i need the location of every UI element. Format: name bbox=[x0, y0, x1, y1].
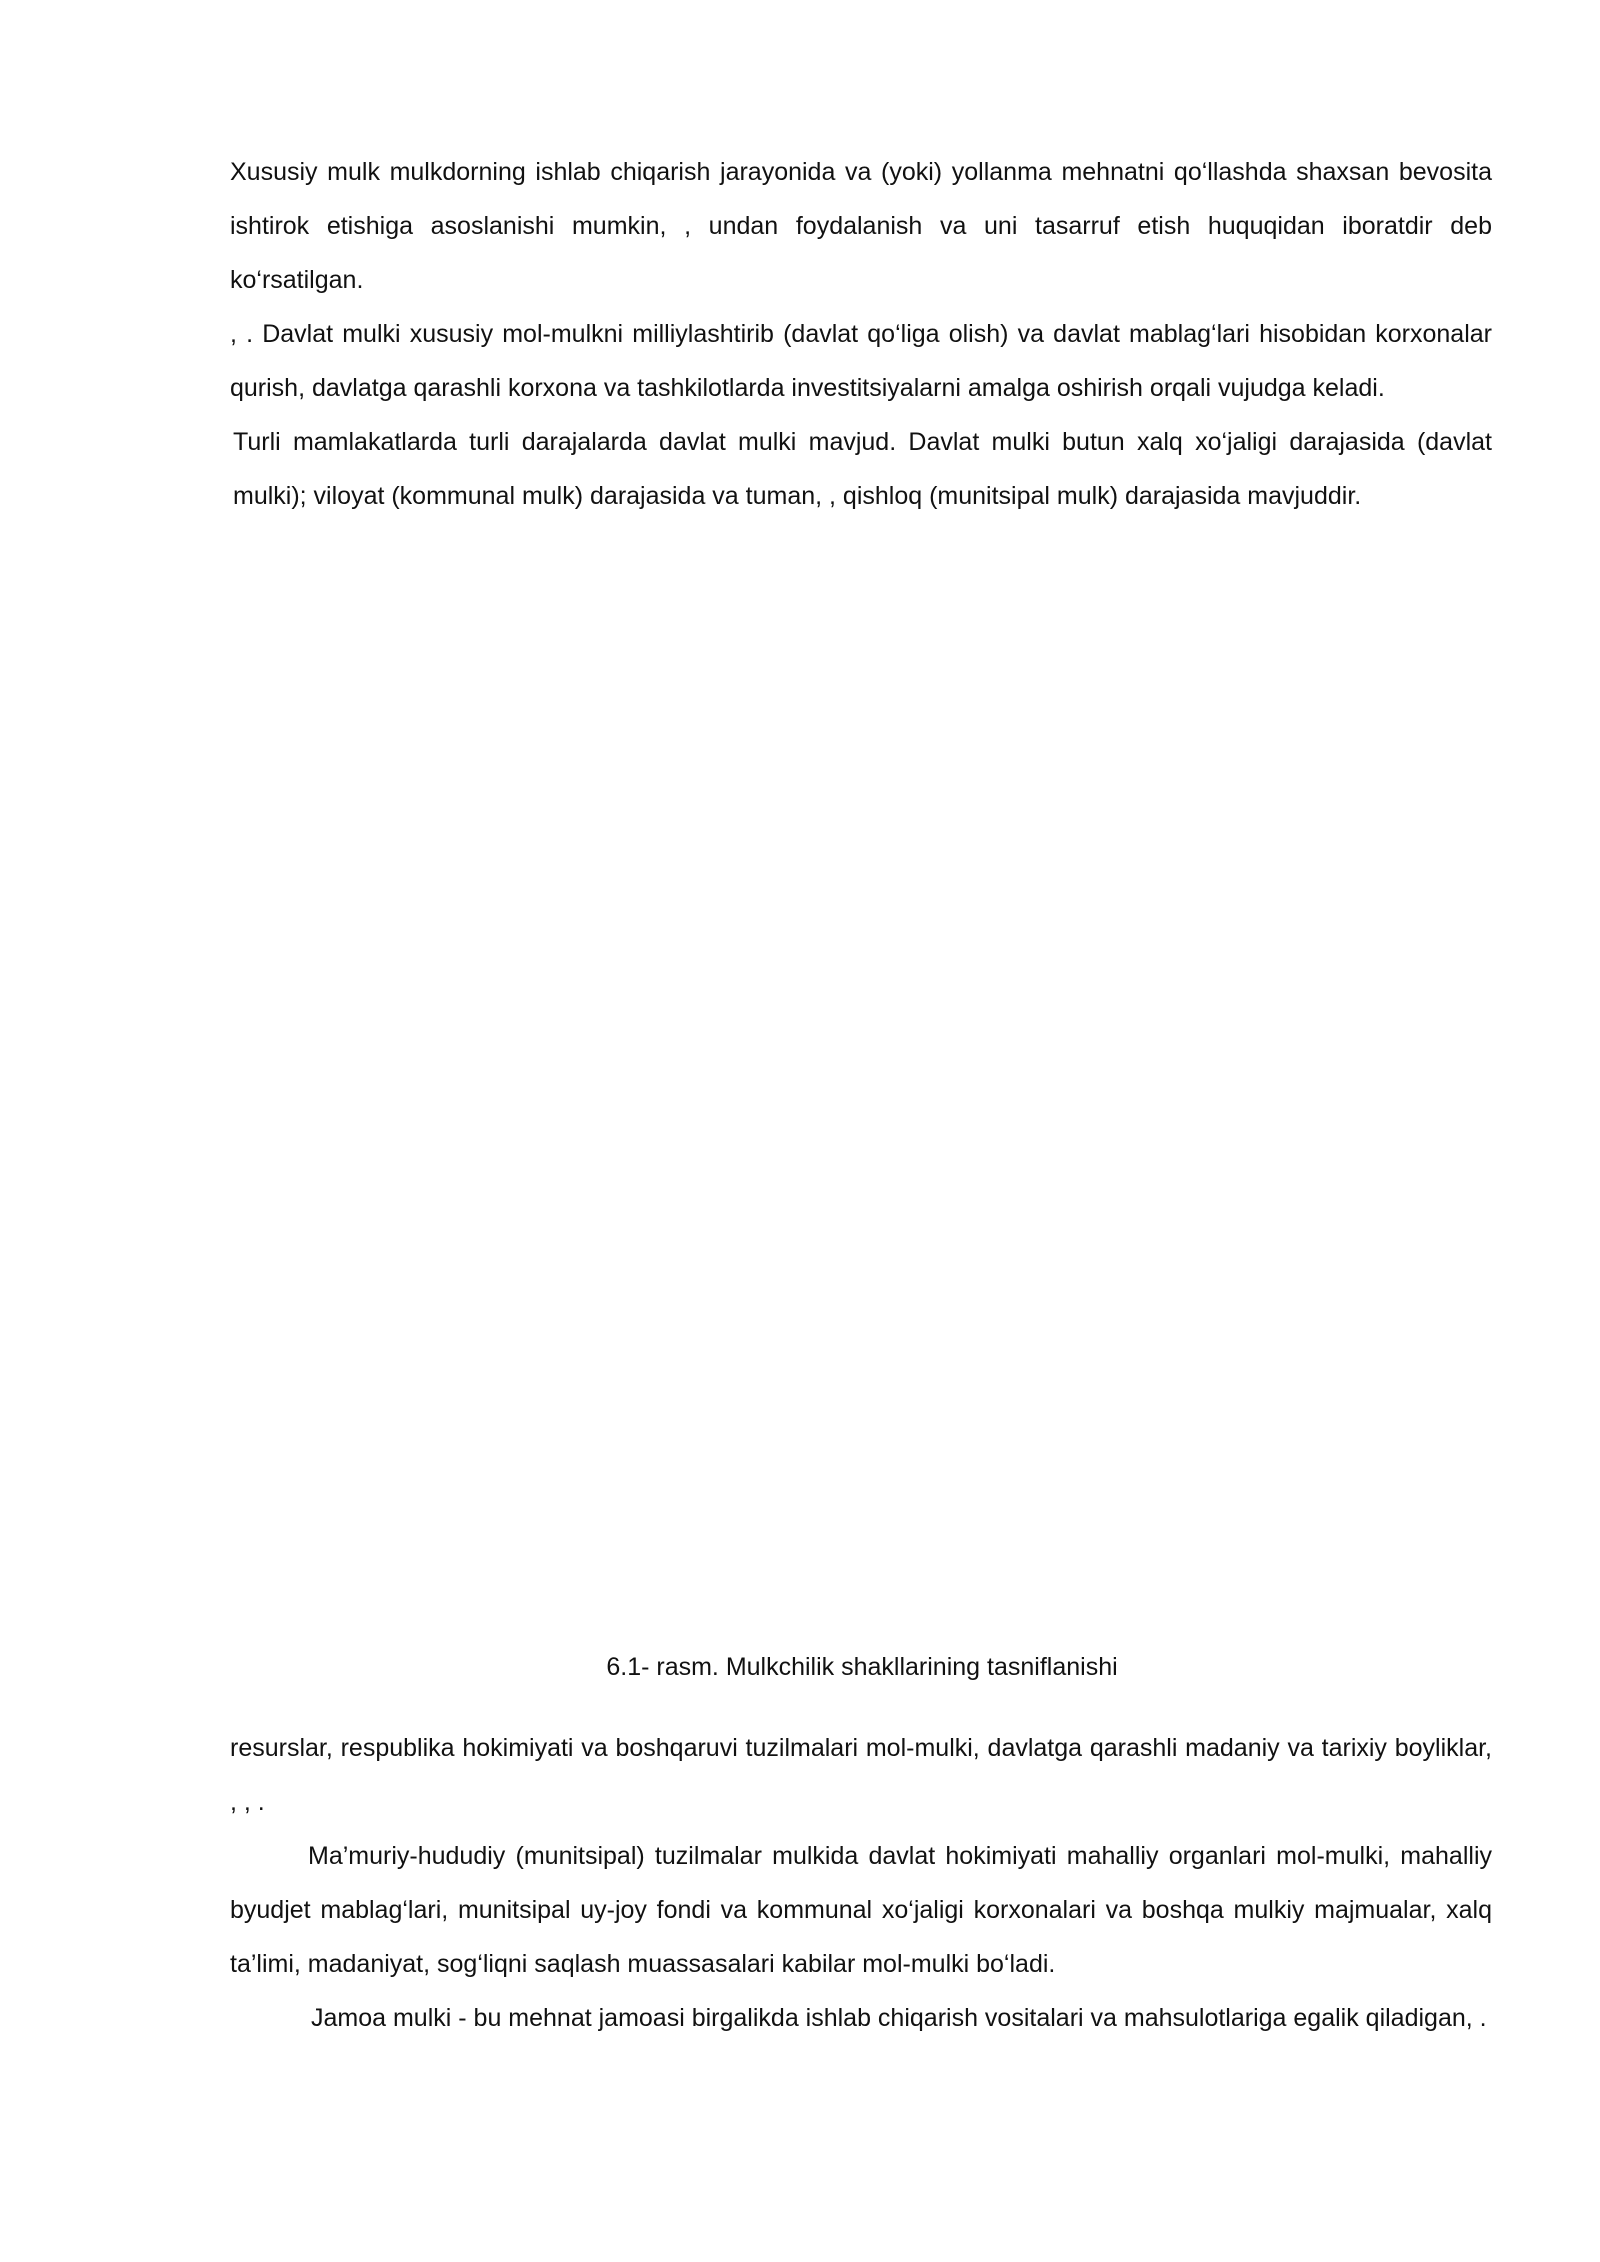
figure-caption: 6.1- rasm. Mulkchilik shakllarining tasniflanishi bbox=[606, 1653, 1118, 1681]
figure-area bbox=[230, 630, 1492, 1620]
paragraph-resources: resurslar, respublika hokimiyati va boshqaruvi tuzilmalari mol-mulki, davlatga qarashli madaniy va tarixiy boyliklar, , , . bbox=[230, 1734, 1492, 1816]
top-text-block bbox=[230, 145, 1492, 523]
paragraph-municipal-property: Ma’muriy-hududiy (munitsipal) tuzilmalar mulkida davlat hokimiyati mahalliy organlari mol-mulki, mahalliy byudjet mablag‘lari, munitsipal uy-joy fondi va kommunal xo‘jaligi korxonalari va boshqa mulkiy majmualar, xalq ta’limi, madaniyat, sog‘liqni saqlash muassasalari kabilar mol-mulki bo‘ladi. bbox=[230, 1842, 1492, 1978]
paragraph-state-levels: Turli mamlakatlarda turli darajalarda davlat mulki mavjud. Davlat mulki butun xalq xo‘jaligi darajasida (davlat mulki); viloyat (kommunal mulk) darajasida va tuman, , qishloq (munitsipal mulk) darajasida mavjuddir. bbox=[233, 428, 1492, 510]
bottom-text-block bbox=[230, 1721, 1492, 2045]
paragraph-private-property: Xususiy mulk mulkdorning ishlab chiqarish jarayonida va (yoki) yollanma mehnatni qo‘llashda shaxsan bevosita ishtirok etishiga asoslanishi mumkin, , undan foydalanish va uni tasarruf etish huquqidan iboratdir deb ko‘rsatilgan. bbox=[230, 158, 1492, 294]
paragraph-state-property: , . Davlat mulki xususiy mol-mulkni milliylashtirib (davlat qo‘liga olish) va davlat mablag‘lari hisobidan korxonalar qurish, davlatga qarashli korxona va tashkilotlarda investitsiyalarni amalga oshirish orqali vujudga keladi. bbox=[230, 320, 1492, 402]
paragraph-collective-property: Jamoa mulki - bu mehnat jamoasi birgalikda ishlab chiqarish vositalari va mahsulotlariga egalik qiladigan, . bbox=[311, 2004, 1487, 2032]
